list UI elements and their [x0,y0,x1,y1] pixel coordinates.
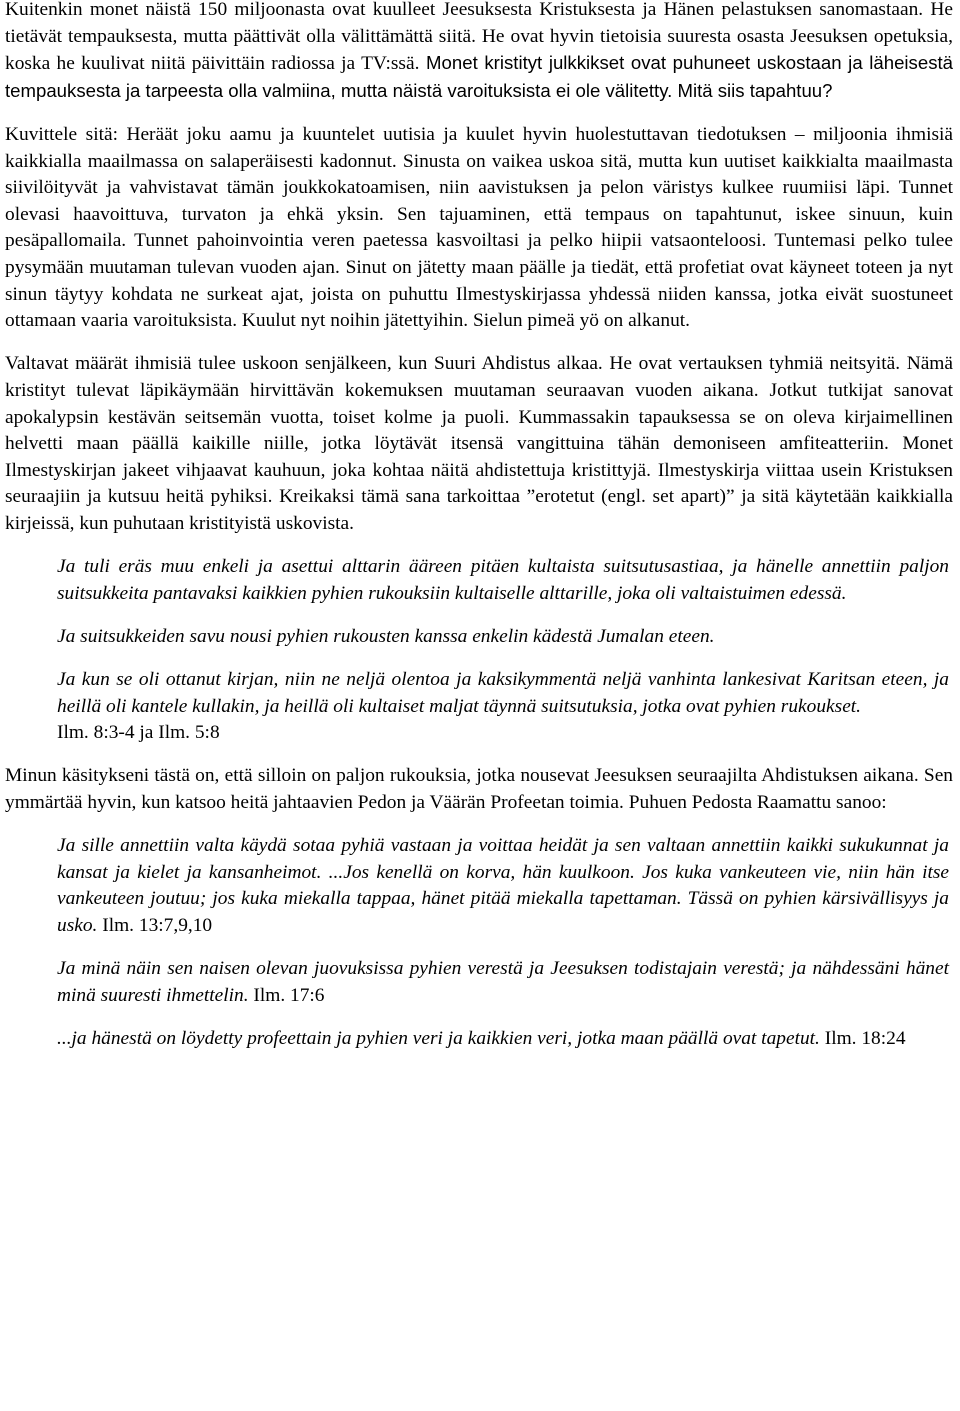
quote-revelation-8-4: Ja suitsukkeiden savu nousi pyhien rukousten kanssa enkelin kädestä Jumalan eteen. [57,625,715,647]
quote-text: Ja minä näin sen naisen olevan juovuksissa pyhien verestä ja Jeesuksen todistajain verestä; ja nähdessäni hänet minä suuresti ihmettelin. [57,958,949,1006]
document-page [5,0,953,1069]
quote-text: ...ja hänestä on löydetty profeettain ja pyhien veri ja kaikkien veri, jotka maan päällä ovat tapetut. [57,1027,820,1049]
paragraph-1-part-b: Monet kristityt julkkikset ovat puhuneet uskostaan ja läheisestä tempauksesta ja tarpeesta olla valmiina, mutta näistä varoituksista ei ole välitetty. Mitä siis tapahtuu? [5,52,954,101]
paragraph-4: Minun käsitykseni tästä on, että silloin on paljon rukouksia, jotka nousevat Jeesuksen seuraajilta Ahdistuksen aikana. Sen ymmärtää hyvin, kun katsoo heitä jahtaavien Pedon ja Väärän Profeetan toimia. Puhuen Pedosta Raamattu sanoo: [5,765,953,813]
paragraph-1-part-a: Kuitenkin monet näistä 150 miljoonasta ovat kuulleet Jeesuksesta Kristuksesta ja Hänen pelastuksen sanomastaan. He tietävät tempauksesta, mutta päättivät olla välittämättä siitä. He ovat hyvin tietoisia suuresta osasta Jeesuksen opetuksia, koska he kuulivat niitä päivittäin radiossa ja TV:ssä. [5,0,953,75]
quote-revelation-18 [57,1026,949,1053]
quote-revelation-5-8: Ja kun se oli ottanut kirjan, niin ne neljä olentoa ja kaksikymmentä neljä vanhinta lankesivat Karitsan eteen, ja heillä oli kantele kullakin, ja heillä oli kultaiset maljat täynnä suitsutuksia, jotka ovat pyhien rukoukset. [57,669,949,717]
paragraph-2: Kuvittele sitä: Heräät joku aamu ja kuuntelet uutisia ja kuulet hyvin huolestuttavan tiedotuksen – miljoonia ihmisiä kaikkialla maailmassa on salaperäisesti kadonnut. Sinusta on vaikea uskoa sitä, mutta kun uutiset kaikkialta maailmasta siivilöityvät ja vahvistavat tämän joukkokatoamisen, niin aavistuksen ja pelon väristys kulkee ruumiisi läpi. Tunnet olevasi haavoittuva, turvaton ja ehkä yksin. Sen tajuaminen, että tempaus on tapahtunut, iskee sinuun, kuin pesäpallomaila. Tunnet pahoinvointia veren paetessa kasvoiltasi ja pelko hiipii vatsaonteloosi. Tuntemasi pelko tulee pysymään muutaman tulevan vuoden ajan. Sinut on jätetty maan päälle ja tiedät, että profetiat ovat käyneet toteen ja nyt sinun täytyy kohdata ne surkeat ajat, joista on puhuttu Ilmestyskirjassa yhdessä niiden kanssa, jotka eivät suostuneet ottamaan vaaria varoituksista. Kuulut nyt noihin jätettyihin. Sielun pimeä yö on alkanut. [5,123,953,332]
quote-revelation-8-3: Ja tuli eräs muu enkeli ja asettui alttarin ääreen pitäen kultaista suitsutusastiaa, ja hänelle annettiin paljon suitsukkeita pantavaksi kaikkien pyhien rukouksiin kultaiselle alttarille, joka oli valtaistuimen edessä. [57,556,949,604]
quote-text: Ja sille annettiin valta käydä sotaa pyhiä vastaan ja voittaa heidät ja sen valtaan annettiin kaikki sukukunnat ja kansat ja kielet ja kansanheimot. ...Jos kenellä on korva, hän kuulkoon. Jos kuka vankeuteen vie, niin hän itse vankeuteen joutuu; jos kuka miekalla tappaa, hänet pitää miekalla tapettaman. Tässä on pyhien kärsivällisyys ja usko. [57,835,949,936]
quote-reference: Ilm. 8:3-4 ja Ilm. 5:8 [57,722,220,744]
quote-revelation-17 [57,956,949,1009]
quote-reference: Ilm. 17:6 [248,984,325,1006]
quote-reference: Ilm. 13:7,9,10 [97,914,213,936]
paragraph-3: Valtavat määrät ihmisiä tulee uskoon senjälkeen, kun Suuri Ahdistus alkaa. He ovat vertauksen tyhmiä neitsyitä. Nämä kristityt tulevat läpikäymään hirvittävän kokemuksen muutaman seuraavan vuoden aikana. Jotkut tutkijat sanovat apokalypsin kestävän seitsemän vuotta, toiset kolme ja puoli. Kummassakin tapauksessa se on oleva kirjaimellinen helvetti maan päällä kaikille niille, jotka löytävät itsensä vangittuina tähän demoniseen amfiteatteriin. Monet Ilmestyskirjan jakeet vihjaavat kauhuun, joka kohtaa näitä ahdistettuja kristittyjä. Ilmestyskirja viittaa usein Kristuksen seuraajiin ja kutsuu heitä pyhiksi. Kreikaksi tämä sana tarkoittaa ”erotetut (engl. set apart)” ja sitä käytetään kaikkialla kirjeissä, kun puhutaan kristityistä uskovista. [5,353,953,534]
quote-revelation-13 [57,833,949,939]
paragraph-1 [5,0,953,105]
quote-reference: Ilm. 18:24 [819,1027,906,1049]
